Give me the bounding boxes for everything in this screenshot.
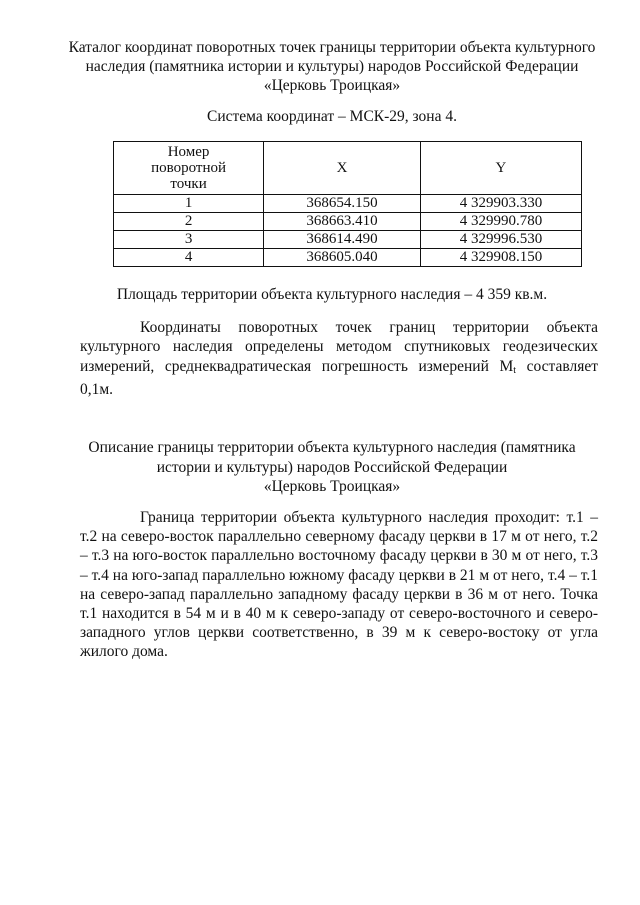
point-number: 1 [114,195,264,213]
header-x: X [264,142,421,195]
point-x: 368654.150 [264,195,421,213]
coordinate-system: Система координат – МСК-29, зона 4. [207,108,457,125]
point-y: 4 329908.150 [420,249,581,267]
point-x: 368614.490 [264,231,421,249]
section-title-line: «Церковь Троицкая» [263,478,401,495]
coordinates-table [113,141,582,267]
point-x: 368605.040 [264,249,421,267]
accuracy-text-end: составляет 0,1м. [80,357,598,399]
table-row [114,213,582,231]
boundary-description: Граница территории объекта культурного наследия проходит: т.1 – т.2 на северо-восток параллельно северному фасаду церкви в 17 м от него, т.2 – т.3 на юго-восток параллельно восточному фасаду церкви в 30 м от него, т.3 – т.4 на юго-запад параллельно южному фасаду церкви в 21 м от него, т.4 – т.1 на северо-запад параллельно западному фасаду церкви в 36 м от него. Точка т.1 находится в 54 м и в 40 м к северо-западу от северо-восточного и северо-западного углов церкви соответственно, в 39 м к северо-востоку от угла жилого дома. [80,509,598,661]
accuracy-text: Координаты поворотных точек границ территории объекта культурного наследия определены методом спутниковых геодезических измерений, среднеквадратическая погрешность измерений M [80,319,598,375]
territory-area: Площадь территории объекта культурного наследия – 4 359 кв.м. [116,286,548,303]
point-y: 4 329996.530 [420,231,581,249]
header-y: Y [420,142,581,195]
point-number: 4 [114,249,264,267]
section-title [60,438,604,497]
table-row [114,195,582,213]
section-title-line: истории и культуры) народов Российской Федерации [156,458,508,476]
table-row [114,249,582,267]
header-point-number: Номер поворотной точки [114,142,264,195]
accuracy-paragraph [80,318,598,400]
section-title-line: Описание границы территории объекта культурного наследия (памятника [88,439,576,456]
table-header-row [114,142,582,195]
point-x: 368663.410 [264,213,421,231]
document-title: Каталог координат поворотных точек границы территории объекта культурного наследия (памятника истории и культуры) народов Российской Федерации «Церковь Троицкая» [68,39,596,94]
table-row [114,231,582,249]
point-y: 4 329903.330 [420,195,581,213]
point-y: 4 329990.780 [420,213,581,231]
accuracy-subscript: t [513,364,517,376]
point-number: 2 [114,213,264,231]
point-number: 3 [114,231,264,249]
